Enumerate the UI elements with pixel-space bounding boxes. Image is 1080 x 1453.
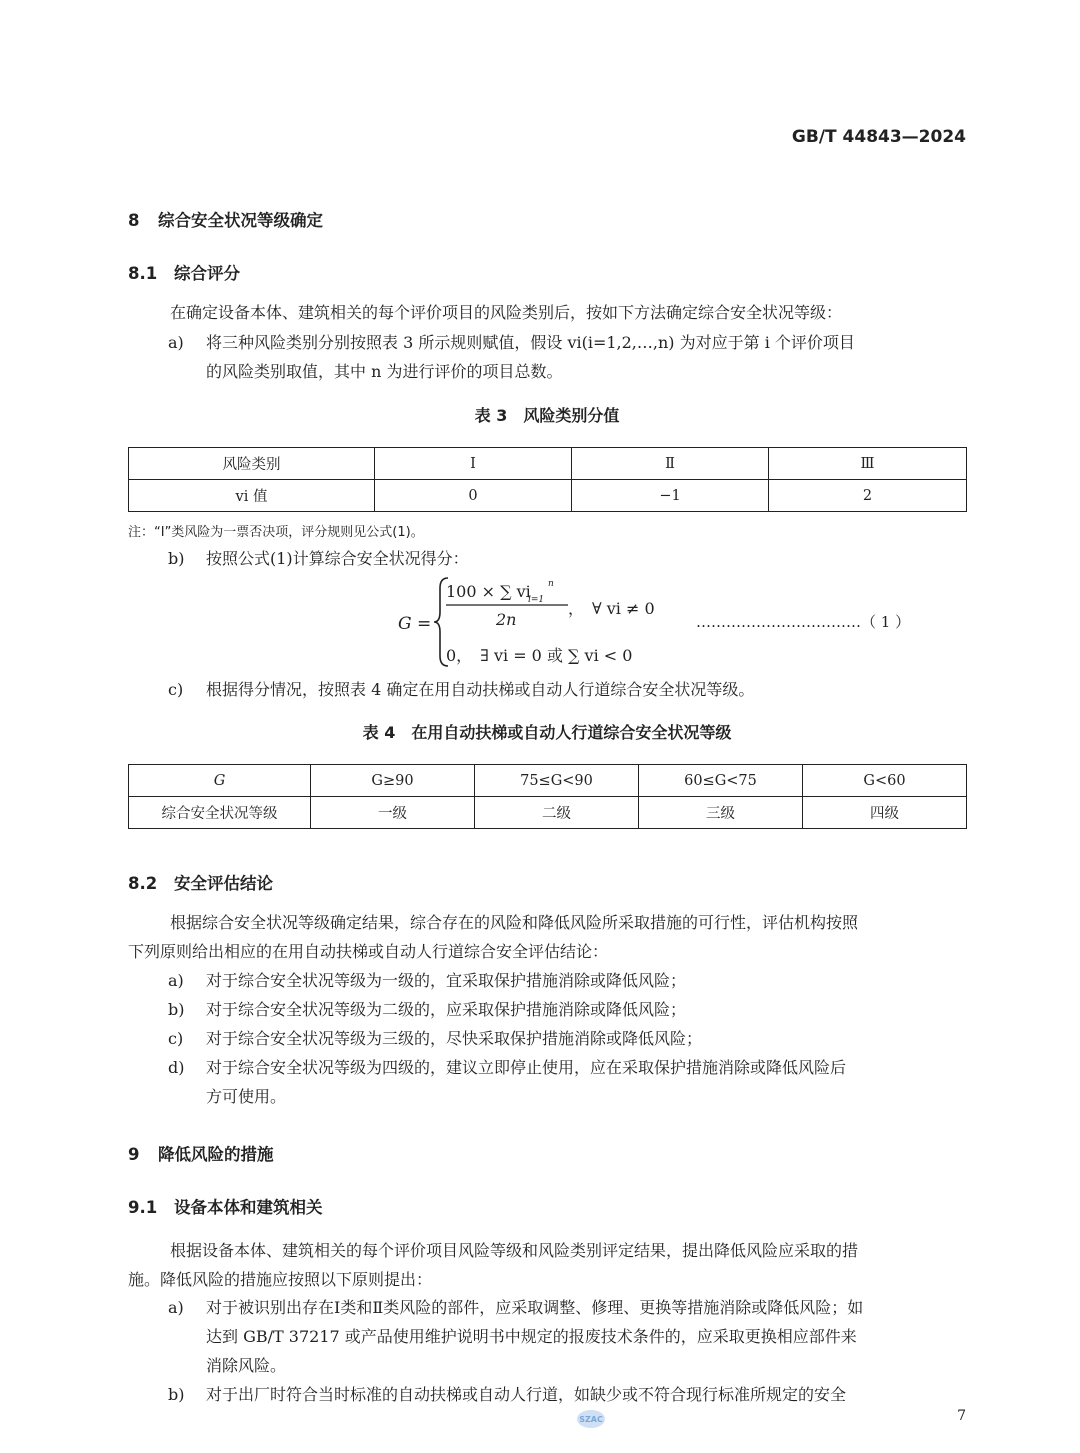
item-text-line: 方可使用。	[206, 1087, 287, 1106]
item-label: b)	[168, 1385, 185, 1404]
table-cell: 0	[375, 480, 572, 512]
paragraph-line: 根据设备本体、建筑相关的每个评价项目风险等级和风险类别评定结果，提出降低风险应采取的措	[170, 1241, 859, 1260]
table-cell: Ⅱ	[572, 448, 769, 480]
section-title: 综合评分	[174, 264, 240, 283]
list-item-c	[128, 675, 966, 704]
standard-number: GB/T 44843—2024	[791, 127, 966, 147]
logo-icon	[575, 1408, 607, 1430]
table-cell: 二级	[475, 797, 639, 829]
table-cell: G≥90	[311, 765, 475, 797]
item-label: b)	[168, 1000, 185, 1019]
list-item-a	[128, 1293, 966, 1380]
item-label: a)	[168, 971, 184, 990]
item-text-line: 将三种风险类别分别按照表 3 所示规则赋值，假设 vi(i=1,2,…,n) 为对应于第 i 个评价项目	[206, 333, 855, 352]
item-label: b)	[168, 549, 185, 568]
item-label: c)	[168, 1029, 184, 1048]
table-row	[129, 480, 967, 512]
watermark-logo	[575, 1408, 607, 1430]
sum-upper: n	[548, 579, 554, 589]
item-text-line: 的风险类别取值，其中 n 为进行评价的项目总数。	[206, 362, 563, 381]
table-cell: 60≤G<75	[639, 765, 803, 797]
list-item-a	[128, 966, 966, 995]
section-number: 8.2	[128, 874, 158, 893]
case2: 0， ∃ vi = 0 或 ∑ vi < 0	[446, 646, 633, 665]
section-number: 9.1	[128, 1198, 158, 1217]
paragraph-line: 下列原则给出相应的在用自动扶梯或自动人行道综合安全评估结论：	[128, 942, 609, 961]
section-title: 综合安全状况等级确定	[158, 211, 323, 230]
section-9-heading	[128, 1141, 274, 1165]
formula-1	[396, 572, 966, 672]
sum-lower: i=1	[528, 595, 545, 605]
table-row	[129, 765, 967, 797]
table-cell: vi 值	[129, 480, 375, 512]
section-title: 降低风险的措施	[158, 1145, 274, 1164]
case1-denominator: 2n	[496, 610, 517, 629]
table-note: 注：“Ⅰ”类风险为一票否决项，评分规则见公式(1)。	[128, 525, 424, 540]
item-text-line: 达到 GB/T 37217 或产品使用维护说明书中规定的报废技术条件的，应采取更换相应部件来	[206, 1327, 857, 1346]
item-label: a)	[168, 1298, 184, 1317]
item-text: 根据得分情况，按照表 4 确定在用自动扶梯或自动人行道综合安全状况等级。	[206, 680, 755, 699]
item-text: 对于综合安全状况等级为一级的，宜采取保护措施消除或降低风险；	[206, 971, 687, 990]
paragraph: 在确定设备本体、建筑相关的每个评价项目的风险类别后，按如下方法确定综合安全状况等级：	[170, 303, 843, 322]
table-3	[128, 447, 967, 512]
case1-condition: ， ∀ vi ≠ 0	[568, 599, 655, 618]
item-text: 对于综合安全状况等级为三级的，尽快采取保护措施消除或降低风险；	[206, 1029, 703, 1048]
table-cell: 三级	[639, 797, 803, 829]
page-number: 7	[957, 1408, 966, 1424]
logo-text: SZAC	[579, 1415, 603, 1424]
table-row	[129, 797, 967, 829]
case1-numerator: 100 × ∑ vi	[446, 582, 531, 601]
section-9-1-heading	[128, 1194, 323, 1218]
table-cell: 风险类别	[129, 448, 375, 480]
paragraph-line: 根据综合安全状况等级确定结果，综合存在的风险和降低风险所采取措施的可行性，评估机构按照	[170, 913, 859, 932]
item-text: 按照公式(1)计算综合安全状况得分：	[206, 549, 469, 568]
section-8-heading	[128, 207, 323, 231]
item-text-line: 对于综合安全状况等级为四级的，建议立即停止使用，应在采取保护措施消除或降低风险后	[206, 1058, 847, 1077]
section-8-2-heading	[128, 870, 273, 894]
section-8-1-heading	[128, 260, 240, 284]
table-cell: 综合安全状况等级	[129, 797, 311, 829]
list-item-c	[128, 1024, 966, 1053]
formula-graphic	[396, 572, 966, 672]
list-item-b	[128, 1380, 966, 1409]
item-label: d)	[168, 1058, 185, 1077]
item-label: c)	[168, 680, 184, 699]
list-item-a	[128, 328, 966, 386]
section-number: 8	[128, 211, 140, 230]
item-label: a)	[168, 333, 184, 352]
paragraph	[128, 1236, 966, 1294]
section-number: 8.1	[128, 264, 158, 283]
table-4	[128, 764, 967, 829]
table-cell: Ⅰ	[375, 448, 572, 480]
table-cell: −1	[572, 480, 769, 512]
list-item-b	[128, 544, 966, 573]
table-cell: G	[129, 765, 311, 797]
section-title: 安全评估结论	[174, 874, 273, 893]
table-cell: 一级	[311, 797, 475, 829]
section-number: 9	[128, 1145, 140, 1164]
formula-number: ……………………………（ 1 ）	[696, 613, 911, 631]
section-title: 设备本体和建筑相关	[174, 1198, 323, 1217]
table-4-caption: 表 4 在用自动扶梯或自动人行道综合安全状况等级	[362, 723, 732, 742]
paragraph-line: 施。降低风险的措施应按照以下原则提出：	[128, 1270, 433, 1289]
table-cell: Ⅲ	[769, 448, 967, 480]
table-row	[129, 448, 967, 480]
item-text-line: 对于出厂时符合当时标准的自动扶梯或自动人行道，如缺少或不符合现行标准所规定的安全	[206, 1385, 847, 1404]
item-text: 对于综合安全状况等级为二级的，应采取保护措施消除或降低风险；	[206, 1000, 687, 1019]
item-text-line: 消除风险。	[206, 1356, 287, 1375]
table-cell: 75≤G<90	[475, 765, 639, 797]
table-cell: 四级	[803, 797, 967, 829]
table-cell: G<60	[803, 765, 967, 797]
paragraph	[128, 908, 966, 966]
table-cell: 2	[769, 480, 967, 512]
table-3-caption: 表 3 风险类别分值	[474, 406, 620, 425]
list-item-d	[128, 1053, 966, 1111]
formula-lhs: G =	[398, 614, 432, 634]
list-item-b	[128, 995, 966, 1024]
item-text-line: 对于被识别出存在Ⅰ类和Ⅱ类风险的部件，应采取调整、修理、更换等措施消除或降低风险；如	[206, 1298, 864, 1317]
